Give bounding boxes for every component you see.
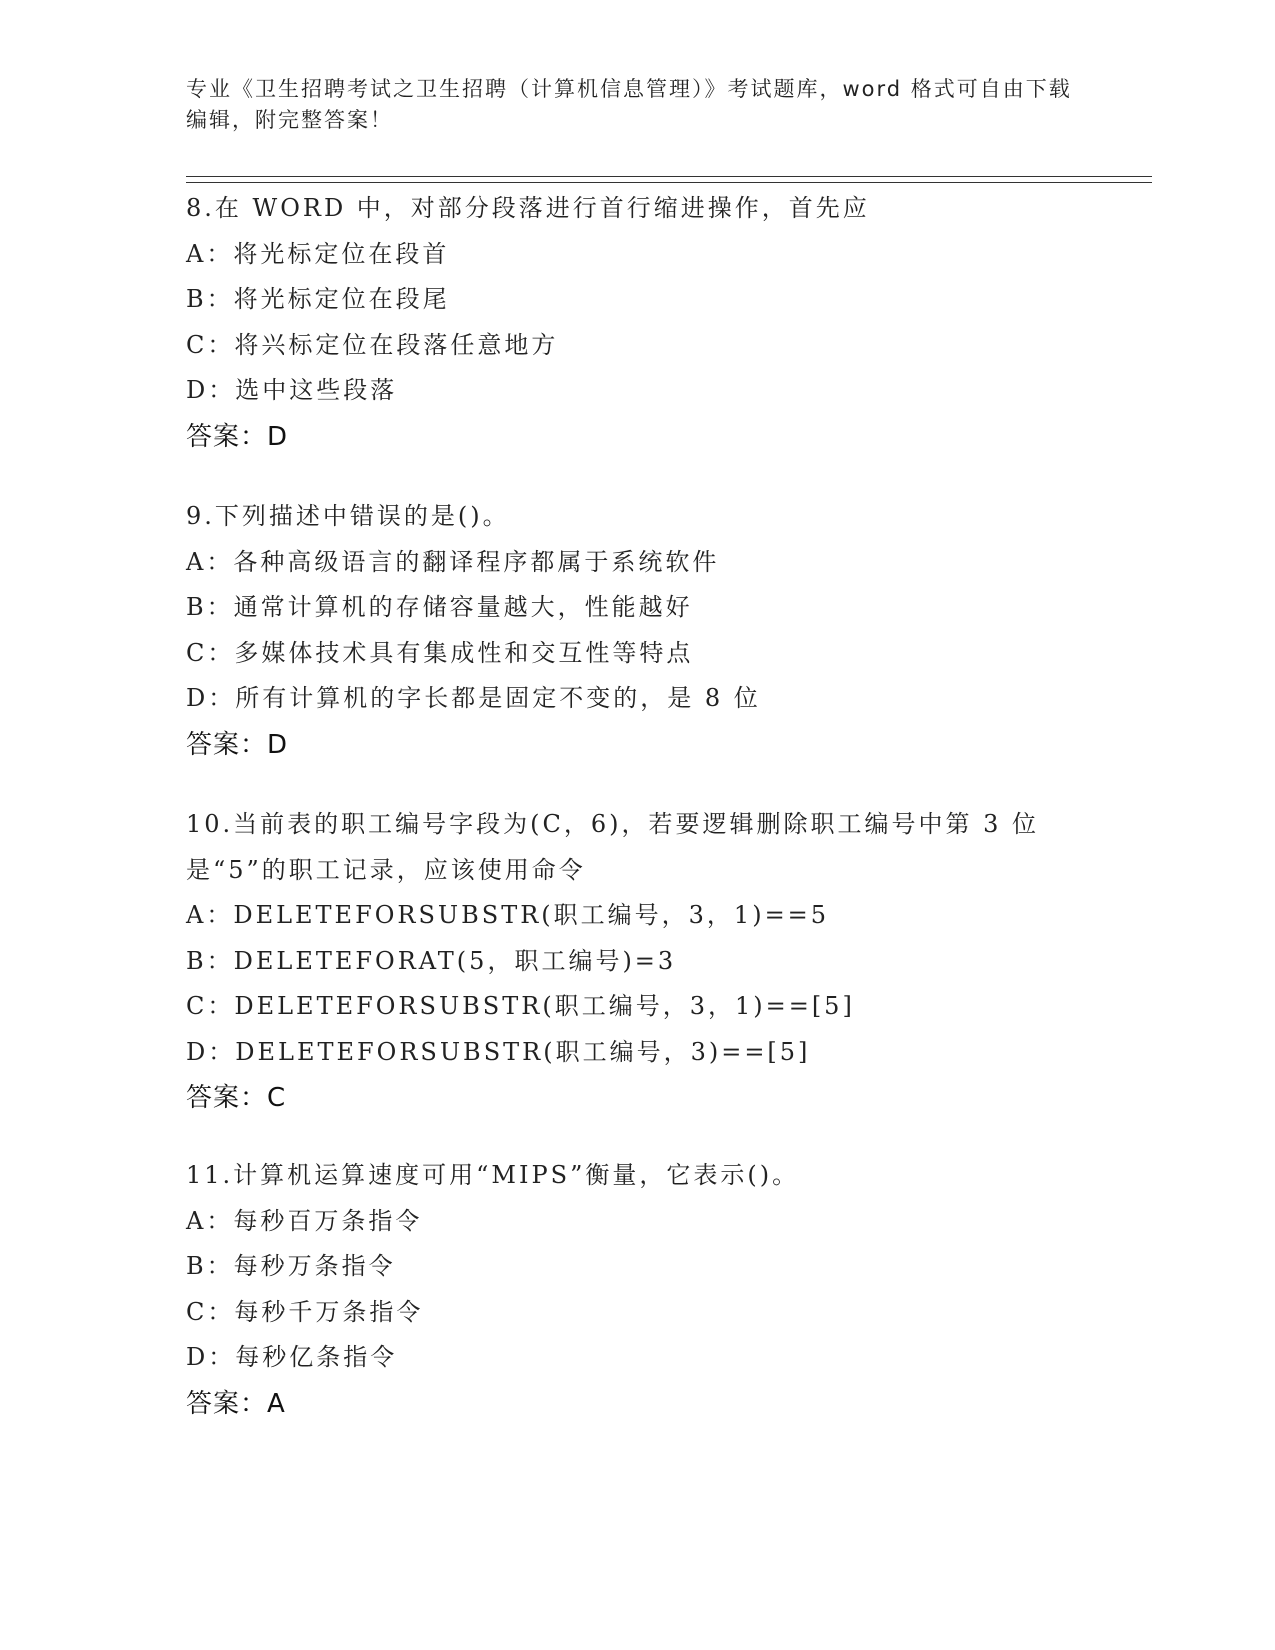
- option-a: A：DELETEFORSUBSTR(职工编号，3，1)==5: [186, 901, 830, 929]
- question-stem: 11.计算机运算速度可用“MIPS”衡量，它表示()。: [186, 1161, 800, 1189]
- question-stem: 9.下列描述中错误的是()。: [186, 502, 510, 530]
- answer-label: 答案：A: [186, 1388, 286, 1419]
- option-d: D：DELETEFORSUBSTR(职工编号，3)==[5]: [186, 1037, 811, 1066]
- answer-label: 答案：D: [186, 421, 289, 452]
- option-a: A：每秒百万条指令: [186, 1206, 423, 1235]
- option-a: A：各种高级语言的翻译程序都属于系统软件: [186, 547, 720, 576]
- option-b: B：每秒万条指令: [186, 1252, 396, 1280]
- question-stem: 10.当前表的职工编号字段为(C，6)，若要逻辑删除职工编号中第 3 位是“5”的职工记录，应该使用命令: [186, 810, 1040, 884]
- option-d: D：所有计算机的字长都是固定不变的，是 8 位: [186, 684, 761, 712]
- question-10: [186, 802, 1086, 1121]
- document-header: 专业《卫生招聘考试之卫生招聘（计算机信息管理）》考试题库，word 格式可自由下载编辑，附完整答案！: [186, 77, 1072, 132]
- option-c: C：DELETEFORSUBSTR(职工编号，3，1)==[5]: [186, 992, 855, 1020]
- answer-label: 答案：C: [186, 1083, 287, 1113]
- question-11: [186, 1153, 1086, 1427]
- header-divider-bottom: [186, 182, 1152, 183]
- question-9: [186, 494, 1086, 768]
- option-b: B：通常计算机的存储容量越大，性能越好: [186, 593, 693, 621]
- question-8: [186, 186, 1086, 460]
- option-c: C：多媒体技术具有集成性和交互性等特点: [186, 638, 694, 667]
- option-c: C：将兴标定位在段落任意地方: [186, 330, 559, 359]
- question-stem: 8.在 WORD 中，对部分段落进行首行缩进操作，首先应: [186, 194, 870, 222]
- option-d: D：每秒亿条指令: [186, 1343, 398, 1371]
- option-d: D：选中这些段落: [186, 376, 398, 404]
- header-divider-top: [186, 176, 1152, 177]
- option-b: B：将光标定位在段尾: [186, 285, 450, 313]
- option-c: C：每秒千万条指令: [186, 1297, 424, 1326]
- option-b: B：DELETEFORAT(5，职工编号)=3: [186, 946, 677, 975]
- answer-label: 答案：D: [186, 729, 289, 760]
- option-a: A：将光标定位在段首: [186, 239, 450, 268]
